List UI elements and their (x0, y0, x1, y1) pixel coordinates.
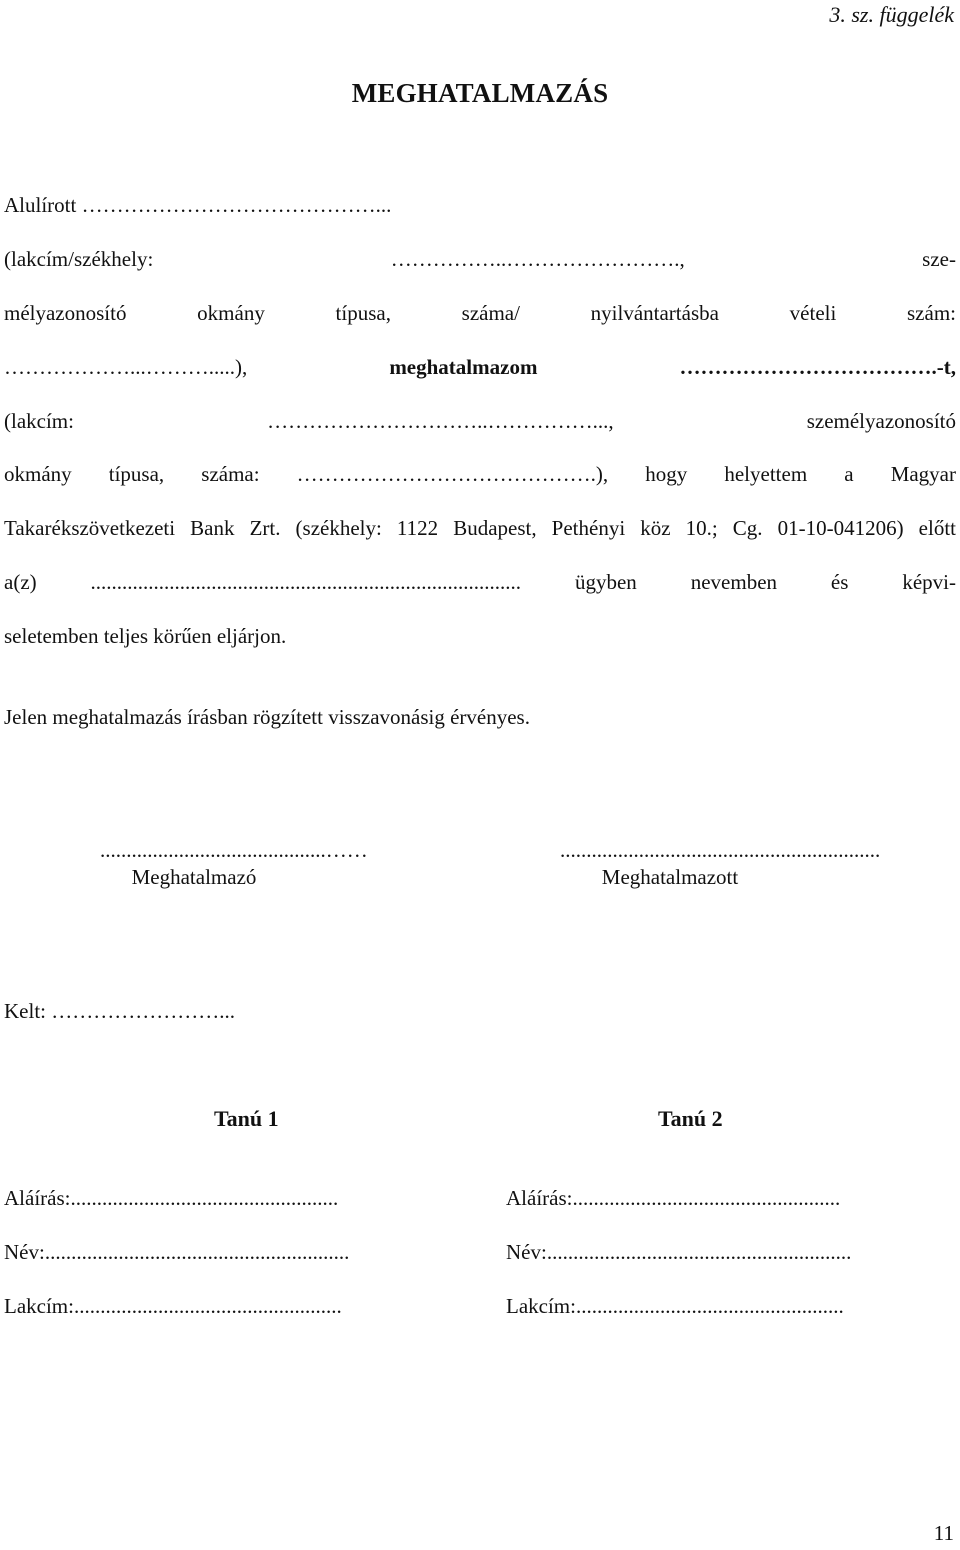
witness-2-address-field: Lakcím:................................................... (506, 1294, 844, 1318)
document-title: MEGHATALMAZÁS (351, 78, 609, 108)
body-line-3: mélyazonosító okmány típusa, száma/ nyilvántartásba vételi szám: (4, 301, 956, 325)
body-line-5: (lakcím: …………………………..……………..., személyazonosító (4, 409, 956, 433)
appendix-label: 3. sz. függelék (829, 2, 954, 27)
body-line-8: a(z) .................................................................................. ügyben nevemben és képvi- (4, 570, 956, 594)
body-line-4 (4, 355, 956, 380)
witness-2-title: Tanú 2 (658, 1106, 723, 1131)
grantee-signature-line: ............................................................. (560, 838, 881, 862)
grantor-label: Meghatalmazó (131, 865, 257, 889)
body-line-1 (4, 193, 956, 218)
witness-2-signature-field: Aláírás:................................................... (506, 1186, 841, 1210)
body-line-9: seletemben teljes körűen eljárjon. (4, 624, 287, 648)
body-line-4-emphasis: meghatalmazom ……………………………….-t, (389, 355, 956, 379)
validity-statement: Jelen meghatalmazás írásban rögzített visszavonásig érvényes. (4, 705, 530, 729)
grantee-label: Meghatalmazott (601, 865, 739, 889)
witness-1-name-field: Név:.......................................................... (4, 1240, 350, 1264)
body-line-4-prefix: ………………...……….....), (4, 355, 390, 379)
body-line-2: (lakcím/székhely: ……………..……………………., sze- (4, 247, 956, 271)
body-line-text: Alulírott ……………………………………... (4, 193, 392, 217)
dated-field: Kelt: ……………………... (4, 999, 235, 1023)
page-number: 11 (933, 1521, 954, 1545)
witness-1-signature-field: Aláírás:................................................... (4, 1186, 339, 1210)
witness-2-name-field: Név:.......................................................... (506, 1240, 852, 1264)
witness-1-address-field: Lakcím:................................................... (4, 1294, 342, 1318)
body-line-6: okmány típusa, száma: …………………………………….), hogy helyettem a Magyar (4, 462, 956, 486)
body-line-7: Takarékszövetkezeti Bank Zrt. (székhely: 1122 Budapest, Pethényi köz 10.; Cg. 01-10-041206) előtt (4, 516, 956, 540)
grantor-signature-line: ...........................................…… (100, 838, 368, 862)
witness-1-title: Tanú 1 (214, 1106, 279, 1131)
